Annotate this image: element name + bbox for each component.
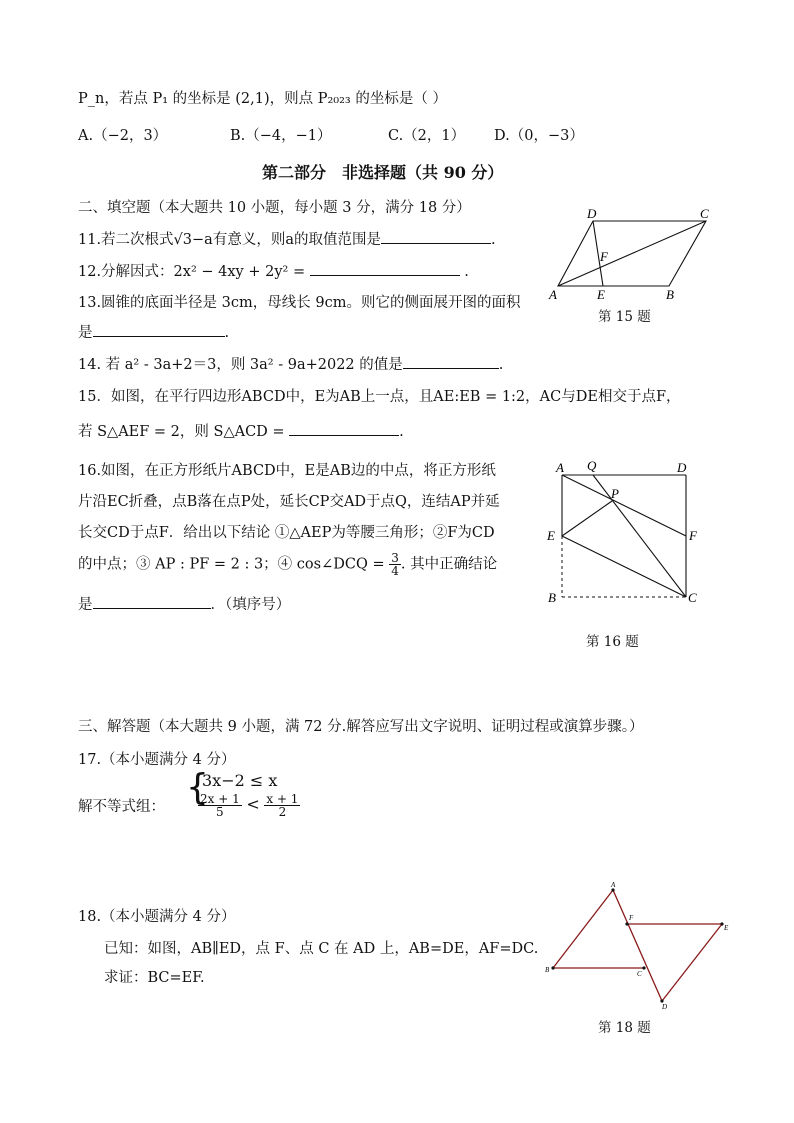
q16-line2: 片沿EC折叠，点B落在点P处，延长CP交AD于点Q，连结AP并延 xyxy=(78,494,500,510)
brace-icon: { xyxy=(186,767,209,808)
q15-figure xyxy=(548,204,724,304)
fold-line-ec xyxy=(562,536,686,597)
label-b: B xyxy=(666,287,674,302)
label-e: E xyxy=(724,924,729,932)
q18-caption: 第 18 题 xyxy=(598,1020,651,1036)
label-d: D xyxy=(677,460,687,475)
q16-line4: 的中点；③ AP : PF = 2 : 3；④ cos∠DCQ = $\frac{3}{4}$ . 其中正确结论 xyxy=(78,551,498,578)
q13-line2: 是 . xyxy=(78,321,229,342)
q11-answer-blank[interactable] xyxy=(381,229,491,244)
label-f: F xyxy=(629,914,634,922)
label-e: E xyxy=(597,287,605,302)
fraction-3-4: $\frac{3}{4}$ xyxy=(391,551,399,578)
q10-option-a: A.（−2，3） xyxy=(78,128,168,144)
q16-caption: 第 16 题 xyxy=(586,634,639,650)
label-e: E xyxy=(547,528,555,543)
label-a: A xyxy=(611,881,616,889)
q12-answer-blank[interactable] xyxy=(310,261,460,276)
q18-line2: 求证：BC=EF. xyxy=(104,970,205,986)
q10-option-d: D.（0，−3） xyxy=(494,128,584,144)
q13-answer-blank[interactable] xyxy=(93,322,225,337)
q15-line2: 若 S△AEF = 2，则 S△ACD = . xyxy=(78,420,404,441)
q10-option-b: B.（−4，−1） xyxy=(230,128,332,144)
q14-text: 14. 若 a² - 3a+2＝3，则 3a² - 9a+2022 的值是 . xyxy=(78,353,503,374)
q16-line3: 长交CD于点F．给出以下结论 ①△AEP为等腰三角形；②F为CD xyxy=(78,525,495,541)
segment-de xyxy=(662,924,722,1001)
label-c: C xyxy=(700,206,709,221)
label-f: F xyxy=(689,528,697,543)
q16-line5: 是 ．（填序号） xyxy=(78,593,290,614)
label-a: A xyxy=(549,287,557,302)
label-c: C xyxy=(637,970,642,978)
label-c: C xyxy=(688,590,697,605)
label-p: P xyxy=(611,486,619,501)
line-qc xyxy=(593,475,686,597)
q18-figure xyxy=(540,878,736,1012)
q18-title: 18.（本小题满分 4 分） xyxy=(78,909,236,925)
label-a: A xyxy=(556,460,564,475)
q13-line1: 13.圆锥的底面半径是 3cm，母线长 9cm。则它的侧面展开图的面积 xyxy=(78,295,521,311)
answer-section-header: 三、解答题（本大题共 9 小题，满 72 分.解答应写出文字说明、证明过程或演算步骤。） xyxy=(78,719,644,735)
label-f: F xyxy=(600,249,608,264)
q17-prompt: 解不等式组： xyxy=(78,799,165,815)
q16-figure xyxy=(542,456,712,612)
q11-text: 11.若二次根式√3−a有意义，则a的取值范围是 . xyxy=(78,228,496,249)
q10-stem: P_n，若点 P₁ 的坐标是 (2,1)，则点 P₂₀₂₃ 的坐标是（ ） xyxy=(78,91,447,107)
label-q: Q xyxy=(587,458,597,473)
q15-line1: 15．如图，在平行四边形ABCD中，E为AB上一点，且AE:EB = 1:2，AC与DE相交于点F， xyxy=(78,389,681,405)
q10-option-c: C.（2，1） xyxy=(388,128,466,144)
fraction-right: $\frac{x + 1}{2}$ xyxy=(266,792,299,819)
diagonal-ac xyxy=(558,221,706,286)
q15-caption: 第 15 题 xyxy=(598,309,651,325)
label-b: B xyxy=(545,966,550,974)
part2-title: 第二部分 非选择题（共 90 分） xyxy=(262,163,504,182)
q18-line1: 已知：如图，AB∥ED，点 F、点 C 在 AD 上，AB=DE，AF=DC. xyxy=(104,941,539,957)
inequality-1: 3x−2 ≤ x xyxy=(202,771,278,790)
q14-answer-blank[interactable] xyxy=(403,354,499,369)
line-af xyxy=(562,475,686,536)
inequality-2: $\frac{2x + 1}{5}$ < $\frac{x + 1}{2}$ xyxy=(200,792,299,819)
segment-ad xyxy=(613,890,662,1001)
label-d: D xyxy=(587,206,597,221)
q16-answer-blank[interactable] xyxy=(93,594,211,609)
label-d: D xyxy=(662,1003,668,1011)
fill-section-header: 二、填空题（本大题共 10 小题，每小题 3 分，满分 18 分） xyxy=(78,200,471,216)
segment-ab xyxy=(553,890,613,968)
q16-line1: 16.如图，在正方形纸片ABCD中，E是AB边的中点，将正方形纸 xyxy=(78,463,496,479)
segment-ep xyxy=(562,501,612,536)
q17-title: 17.（本小题满分 4 分） xyxy=(78,752,236,768)
q15-answer-blank[interactable] xyxy=(289,421,399,436)
label-b: B xyxy=(548,590,556,605)
q12-text: 12.分解因式：2x² − 4xy + 2y² = . xyxy=(78,260,469,281)
fraction-left: $\frac{2x + 1}{5}$ xyxy=(200,792,240,819)
